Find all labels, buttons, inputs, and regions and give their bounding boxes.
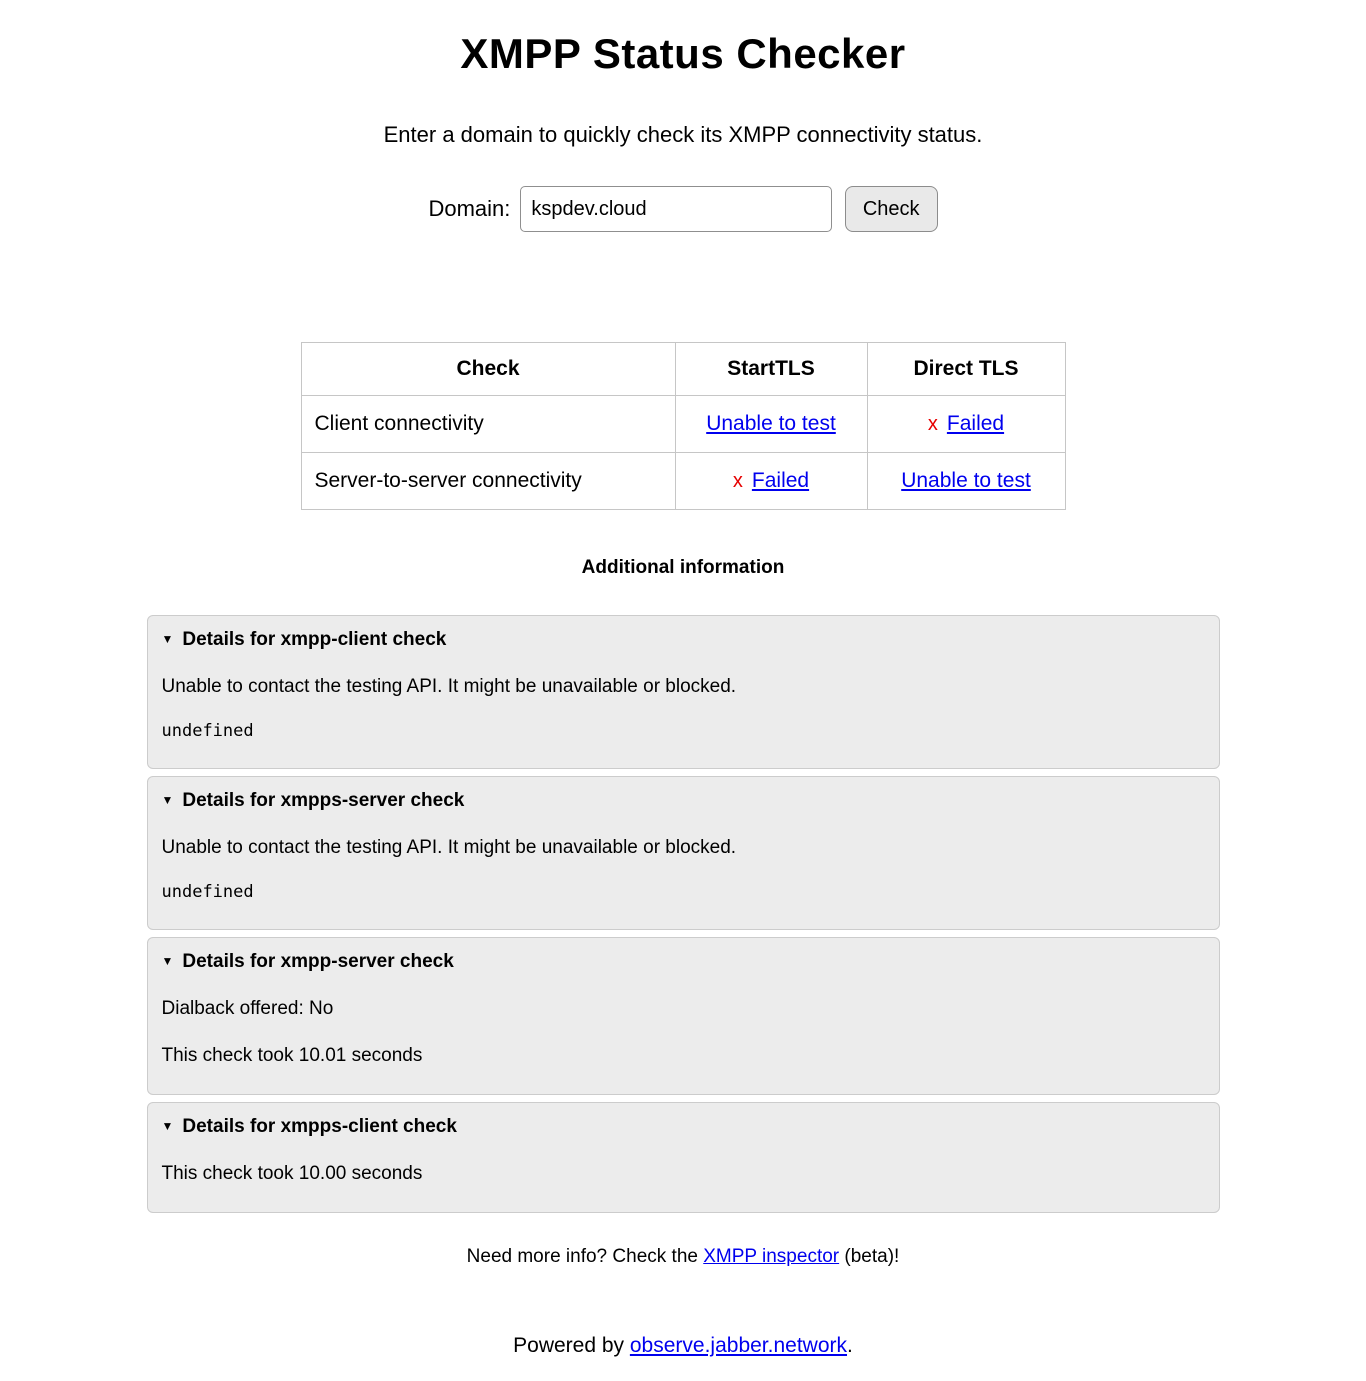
status-link[interactable]: Failed — [946, 412, 1005, 435]
details-panel — [147, 615, 1220, 769]
status-link[interactable]: Unable to test — [706, 412, 836, 435]
details-panels — [147, 615, 1220, 1213]
page-container — [147, 30, 1220, 1358]
details-summary-label: Details for xmpps-client check — [182, 1116, 457, 1137]
disclosure-triangle-icon: ▼ — [161, 1119, 174, 1133]
powered-by-link[interactable]: observe.jabber.network — [629, 1334, 848, 1357]
details-summary[interactable] — [162, 629, 1205, 651]
powered-by-prefix: Powered by — [513, 1334, 630, 1357]
status-link[interactable]: Unable to test — [901, 469, 1031, 492]
status-link[interactable]: Failed — [751, 469, 810, 492]
details-code: undefined — [161, 721, 254, 741]
details-text: This check took 10.00 seconds — [161, 1163, 423, 1184]
additional-info-heading: Additional information — [581, 557, 785, 578]
disclosure-triangle-icon: ▼ — [161, 954, 174, 968]
table-header-row — [301, 343, 1065, 396]
status-cell — [867, 453, 1065, 510]
details-panel — [147, 1102, 1220, 1213]
more-info-suffix: (beta)! — [839, 1246, 900, 1267]
results-table — [301, 342, 1066, 510]
failed-x-icon: x — [732, 470, 743, 492]
check-button[interactable]: Check — [845, 186, 938, 232]
details-panel — [147, 776, 1220, 930]
status-cell — [675, 453, 867, 510]
details-text: This check took 10.01 seconds — [161, 1045, 423, 1066]
column-header-directtls: Direct TLS — [867, 343, 1065, 396]
column-header-check: Check — [301, 343, 675, 396]
details-code: undefined — [161, 882, 254, 902]
details-summary-label: Details for xmpps-server check — [182, 790, 465, 811]
powered-by-suffix: . — [847, 1334, 853, 1357]
table-row — [301, 396, 1065, 453]
details-summary[interactable] — [162, 790, 1205, 812]
details-text: Unable to contact the testing API. It might be unavailable or blocked. — [161, 676, 737, 697]
failed-x-icon: x — [927, 413, 938, 435]
disclosure-triangle-icon: ▼ — [161, 632, 174, 646]
details-summary-label: Details for xmpp-server check — [182, 951, 454, 972]
status-cell — [675, 396, 867, 453]
page-title: XMPP Status Checker — [460, 30, 906, 77]
status-cell — [867, 396, 1065, 453]
table-row — [301, 453, 1065, 510]
page-subtitle: Enter a domain to quickly check its XMPP connectivity status. — [383, 122, 983, 147]
domain-label: Domain: — [428, 196, 511, 221]
more-info-line — [147, 1246, 1220, 1268]
powered-by-line — [147, 1334, 1220, 1358]
details-text: Dialback offered: No — [161, 998, 334, 1019]
details-summary[interactable] — [162, 951, 1205, 973]
xmpp-inspector-link[interactable]: XMPP inspector — [703, 1246, 840, 1267]
column-header-starttls: StartTLS — [675, 343, 867, 396]
disclosure-triangle-icon: ▼ — [161, 793, 174, 807]
details-summary[interactable] — [162, 1116, 1205, 1138]
check-name-cell: Client connectivity — [301, 396, 675, 453]
check-name-cell: Server-to-server connectivity — [301, 453, 675, 510]
domain-input[interactable] — [520, 186, 832, 232]
domain-form — [147, 186, 1220, 232]
more-info-prefix: Need more info? Check the — [466, 1246, 704, 1267]
details-summary-label: Details for xmpp-client check — [182, 629, 447, 650]
details-text: Unable to contact the testing API. It might be unavailable or blocked. — [161, 837, 737, 858]
details-panel — [147, 937, 1220, 1095]
